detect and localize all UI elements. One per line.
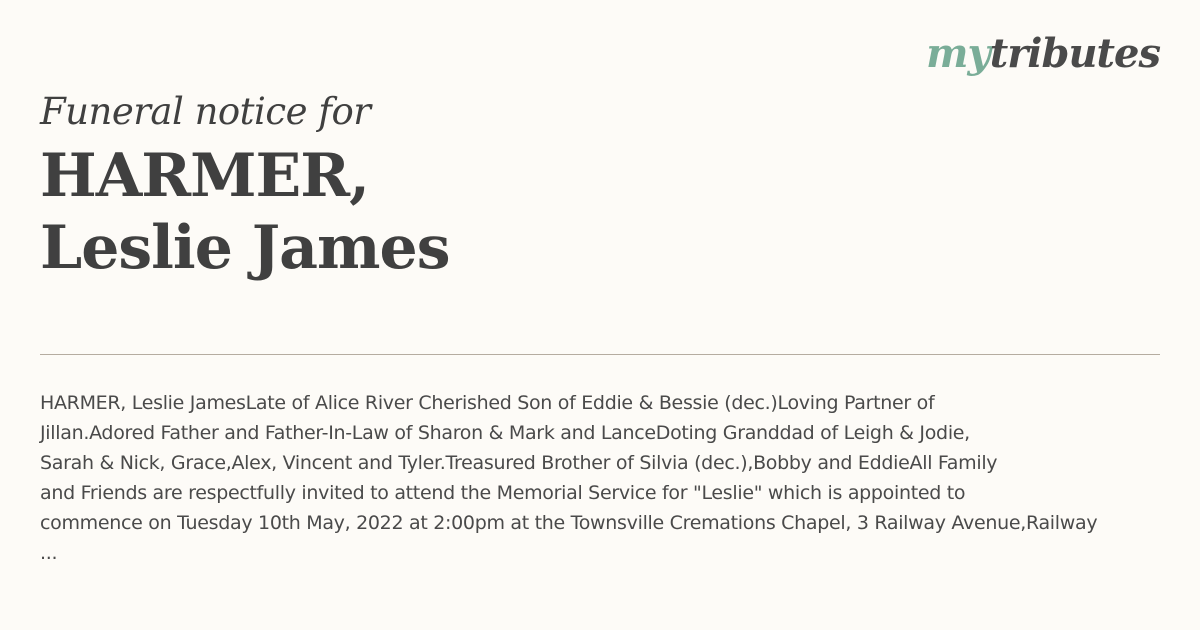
logo-tributes-text: tributes: [989, 30, 1160, 77]
notice-ellipsis: ...: [40, 542, 58, 564]
notice-line: commence on Tuesday 10th May, 2022 at 2:00pm at the Townsville Cremations Chapel, 3 Railway Avenue,Railway: [40, 512, 1098, 534]
notice-line: and Friends are respectfully invited to attend the Memorial Service for "Leslie" which is appointed to: [40, 482, 966, 504]
notice-text: [40, 388, 1165, 568]
mytributes-logo: [926, 30, 1160, 78]
logo-my-text: my: [926, 30, 990, 77]
section-divider: [40, 354, 1160, 355]
notice-subtitle: Funeral notice for: [40, 90, 371, 133]
notice-line: HARMER, Leslie JamesLate of Alice River Cherished Son of Eddie & Bessie (dec.)Loving Partner of: [40, 392, 935, 414]
deceased-given-names: Leslie James: [40, 213, 450, 283]
notice-line: Jillan.Adored Father and Father-In-Law of Sharon & Mark and LanceDoting Granddad of Leigh & Jodie,: [40, 422, 970, 444]
notice-line: Sarah & Nick, Grace,Alex, Vincent and Tyler.Treasured Brother of Silvia (dec.),Bobby and EddieAll Family: [40, 452, 998, 474]
deceased-name: [40, 140, 940, 284]
deceased-surname: HARMER,: [40, 141, 370, 211]
